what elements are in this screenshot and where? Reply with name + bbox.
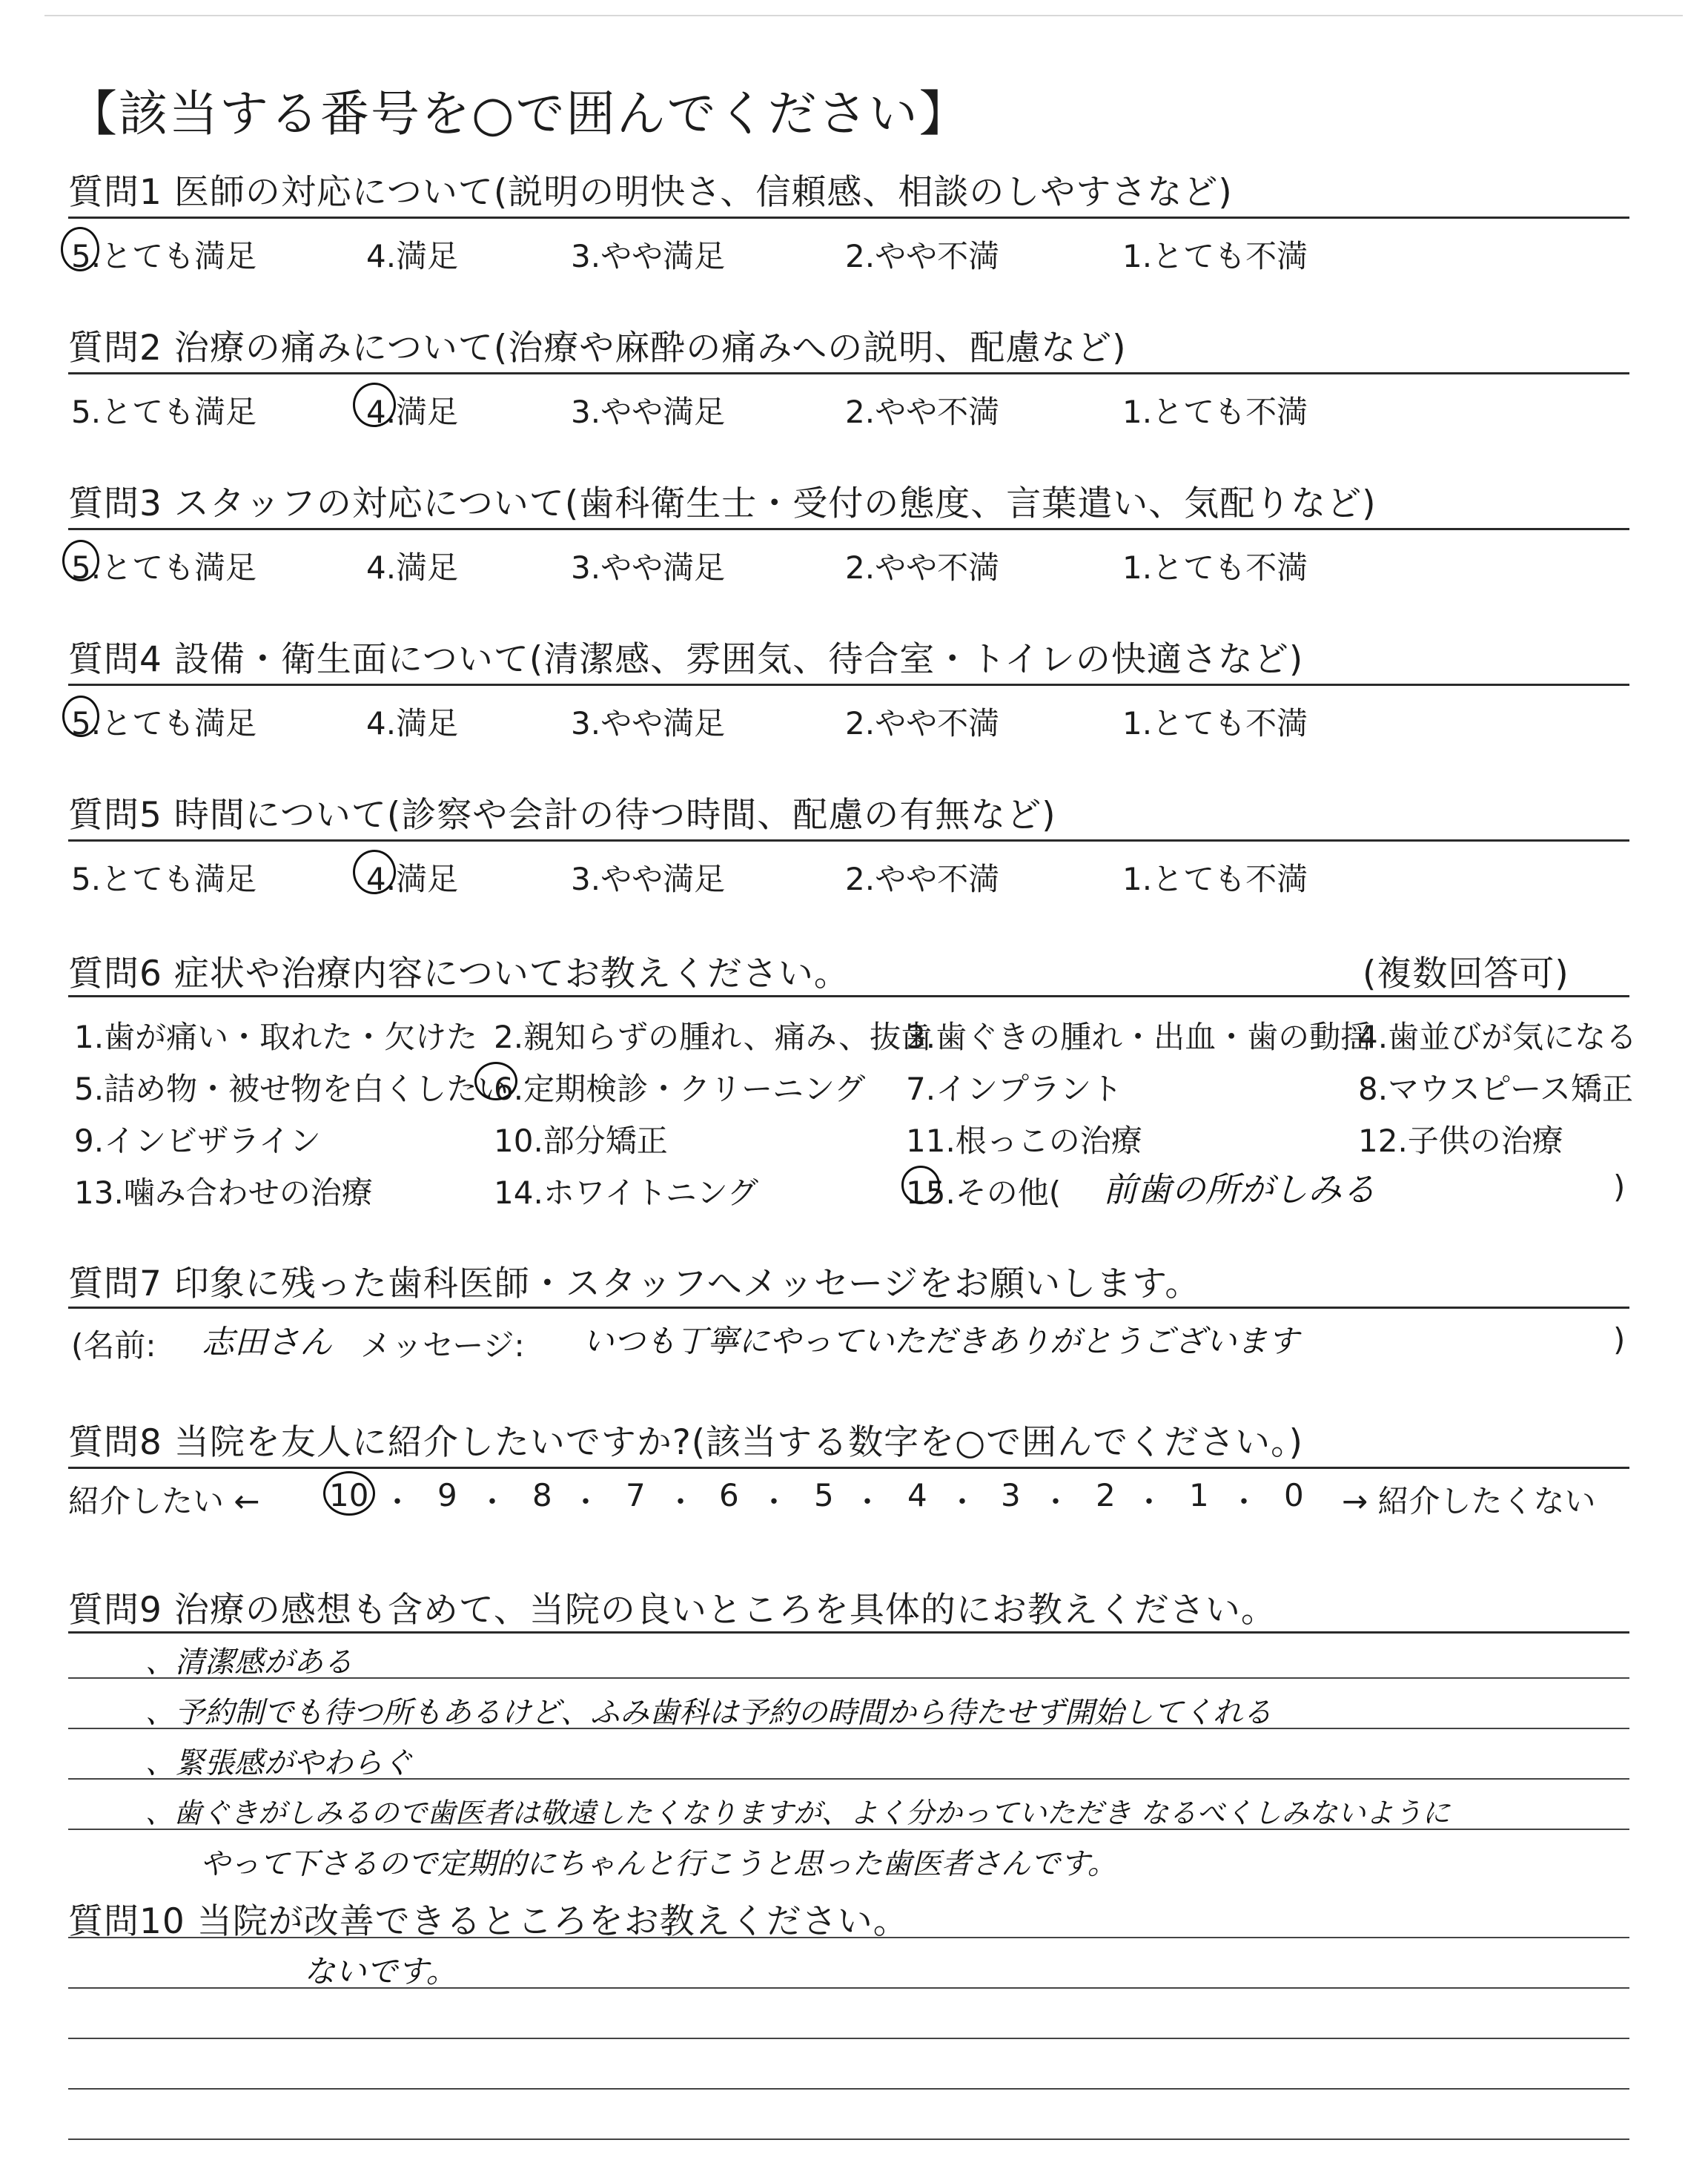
q3-option-2[interactable]: 2.やや不満 (845, 549, 1000, 586)
q5-heading: 質問5 時間について(診察や会計の待つ時間、配慮の有無など) (68, 795, 1056, 836)
q8-dot: ・ (383, 1485, 412, 1519)
q9-answer-line-3[interactable]: 、緊張感がやわらぐ (145, 1746, 412, 1780)
q4-answer-circle (62, 696, 99, 737)
q4-heading: 質問4 設備・衛生面について(清潔感、雰囲気、待合室・トイレの快適さなど) (68, 639, 1304, 680)
q1-option-2[interactable]: 2.やや不満 (845, 238, 1000, 274)
q6-item-10[interactable]: 10.部分矯正 (494, 1123, 668, 1159)
q2-heading: 質問2 治療の痛みについて(治療や麻酔の痛みへの説明、配慮など) (68, 328, 1127, 369)
q4-option-4[interactable]: 4.満足 (366, 705, 459, 742)
q7-message-value[interactable]: いつも丁寧にやっていただきありがとうございます (583, 1323, 1300, 1359)
q1-heading: 質問1 医師の対応について(説明の明快さ、信頼感、相談のしやすさなど) (68, 172, 1233, 213)
q5-option-3[interactable]: 3.やや満足 (571, 861, 726, 897)
q9-answer-line-2[interactable]: 、予約制でも待つ所もあるけど、ふみ歯科は予約の時間から待たせず開始してくれる (145, 1696, 1272, 1730)
q8-scale-7[interactable]: 7 (626, 1477, 646, 1513)
q6-item-2[interactable]: 2.親知らずの腫れ、痛み、抜歯 (494, 1019, 933, 1055)
q8-heading: 質問8 当院を友人に紹介したいですか?(該当する数字を○で囲んでください。) (68, 1422, 1303, 1463)
q6-item-3[interactable]: 3.歯ぐきの腫れ・出血・歯の動揺 (906, 1019, 1372, 1055)
q6-item-7[interactable]: 7.インプラント (906, 1071, 1123, 1107)
q8-scale-0[interactable]: 0 (1284, 1477, 1304, 1513)
q2-option-2[interactable]: 2.やや不満 (845, 394, 1000, 430)
q8-scale-2[interactable]: 2 (1096, 1477, 1116, 1513)
q9-answer-line-4[interactable]: 、歯ぐきがしみるので歯医者は敬遠したくなりますが、よく分かっていただき なるべくしみないように (145, 1797, 1451, 1829)
q8-dot: ・ (1134, 1485, 1164, 1519)
q8-scale-6[interactable]: 6 (719, 1477, 739, 1513)
q5-option-1[interactable]: 1.とても不満 (1122, 861, 1308, 897)
q2-option-3[interactable]: 3.やや満足 (571, 394, 726, 430)
q8-answer-circle (323, 1471, 375, 1516)
scan-edge-line (44, 15, 1683, 16)
q5-answer-circle (353, 850, 396, 894)
q6-other-text[interactable]: 前歯の所がしみる (1103, 1169, 1376, 1209)
q6-item-5[interactable]: 5.詰め物・被せ物を白くしたい (74, 1071, 509, 1107)
q8-dot: ・ (666, 1485, 695, 1519)
q8-right-label: → 紹介したくない (1342, 1483, 1596, 1519)
q1-option-3[interactable]: 3.やや満足 (571, 238, 726, 274)
q3-option-1[interactable]: 1.とても不満 (1122, 549, 1308, 586)
q2-option-1[interactable]: 1.とても不満 (1122, 394, 1308, 430)
q10-heading: 質問10 当院が改善できるところをお教えください。 (68, 1901, 909, 1942)
q8-dot: ・ (1229, 1485, 1259, 1519)
q6-item-13[interactable]: 13.噛み合わせの治療 (74, 1175, 373, 1211)
q7-name-label: (名前: (71, 1327, 156, 1364)
q1-option-4[interactable]: 4.満足 (366, 238, 459, 274)
q6-item-4[interactable]: 4.歯並びが気になる (1358, 1019, 1638, 1055)
q8-dot: ・ (947, 1485, 977, 1519)
q8-dot: ・ (853, 1485, 882, 1519)
q4-option-3[interactable]: 3.やや満足 (571, 705, 726, 742)
q9-heading: 質問9 治療の感想も含めて、当院の良いところを具体的にお教えください。 (68, 1590, 1277, 1631)
q6-item-15[interactable]: 15.その他( (906, 1175, 1062, 1211)
q3-option-5[interactable]: 5.とても満足 (71, 549, 257, 586)
q7-message-label: メッセージ: (360, 1327, 525, 1364)
q10-answer[interactable]: ないです。 (304, 1953, 457, 1989)
q4-option-2[interactable]: 2.やや不満 (845, 705, 1000, 742)
q8-scale-3[interactable]: 3 (1001, 1477, 1021, 1513)
q6-item-14[interactable]: 14.ホワイトニング (494, 1175, 759, 1211)
q3-answer-circle (62, 540, 99, 581)
q6-rule (68, 995, 1629, 997)
q8-dot: ・ (759, 1485, 789, 1519)
q6-item-9[interactable]: 9.インビザライン (74, 1123, 321, 1159)
q10-writing-line (68, 1937, 1629, 1938)
q2-option-4[interactable]: 4.満足 (366, 394, 459, 430)
q4-rule (68, 684, 1629, 686)
q1-option-1[interactable]: 1.とても不満 (1122, 238, 1308, 274)
q6-item-11[interactable]: 11.根っこの治療 (906, 1123, 1142, 1159)
q3-heading: 質問3 スタッフの対応について(歯科衛生士・受付の態度、言葉遣い、気配りなど) (68, 483, 1377, 524)
q3-option-4[interactable]: 4.満足 (366, 549, 459, 586)
q4-option-5[interactable]: 5.とても満足 (71, 705, 257, 742)
q7-rule (68, 1307, 1629, 1309)
q8-dot: ・ (571, 1485, 600, 1519)
q2-option-5[interactable]: 5.とても満足 (71, 394, 257, 430)
q8-scale-4[interactable]: 4 (907, 1477, 927, 1513)
q10-writing-line (68, 2088, 1629, 2090)
q8-left-label: 紹介したい ← (68, 1483, 260, 1519)
q3-option-3[interactable]: 3.やや満足 (571, 549, 726, 586)
q7-name-value[interactable]: 志田さん (202, 1324, 332, 1361)
q5-option-5[interactable]: 5.とても満足 (71, 861, 257, 897)
q2-answer-circle (353, 383, 396, 427)
q8-dot: ・ (1041, 1485, 1070, 1519)
q10-writing-line (68, 1987, 1629, 1989)
q7-close: ) (1613, 1321, 1626, 1358)
q8-rule (68, 1467, 1629, 1469)
q6-item-1[interactable]: 1.歯が痛い・取れた・欠けた (74, 1019, 478, 1055)
q3-rule (68, 528, 1629, 530)
q1-option-5[interactable]: 5.とても満足 (71, 238, 257, 274)
q1-answer-circle (61, 227, 99, 271)
q4-option-1[interactable]: 1.とても不満 (1122, 705, 1308, 742)
q6-item-15-circle (901, 1166, 940, 1204)
q8-scale-5[interactable]: 5 (814, 1477, 834, 1513)
q5-option-4[interactable]: 4.満足 (366, 861, 459, 897)
q1-rule (68, 217, 1629, 219)
q2-rule (68, 372, 1629, 374)
q9-answer-line-1[interactable]: 、清潔感がある (145, 1645, 353, 1680)
q8-scale-10[interactable]: 10 (329, 1477, 369, 1513)
q8-scale-1[interactable]: 1 (1189, 1477, 1209, 1513)
q8-dot: ・ (477, 1485, 507, 1519)
q8-scale-9[interactable]: 9 (437, 1477, 457, 1513)
q10-writing-line (68, 2038, 1629, 2039)
q6-other-close: ) (1613, 1169, 1626, 1205)
q6-heading: 質問6 症状や治療内容についてお教えください。 (68, 954, 850, 994)
q5-rule (68, 839, 1629, 842)
q8-scale-8[interactable]: 8 (532, 1477, 552, 1513)
q6-multiple-note: (複数回答可) (1363, 954, 1569, 994)
page-title: 【該当する番号を○で囲んでください】 (68, 85, 970, 142)
q6-item-6[interactable]: 6.定期検診・クリーニング (494, 1071, 866, 1107)
q6-item-12[interactable]: 12.子供の治療 (1358, 1123, 1563, 1159)
q6-item-8[interactable]: 8.マウスピース矯正 (1358, 1071, 1634, 1107)
q9-rule (68, 1631, 1629, 1634)
q7-heading: 質問7 印象に残った歯科医師・スタッフへメッセージをお願いします。 (68, 1264, 1201, 1304)
q9-answer-line-5[interactable]: やって下さるので定期的にちゃんと行こうと思った歯医者さんです。 (200, 1847, 1117, 1881)
q10-writing-line (68, 2138, 1629, 2140)
q5-option-2[interactable]: 2.やや不満 (845, 861, 1000, 897)
q6-item-6-circle (474, 1062, 517, 1100)
